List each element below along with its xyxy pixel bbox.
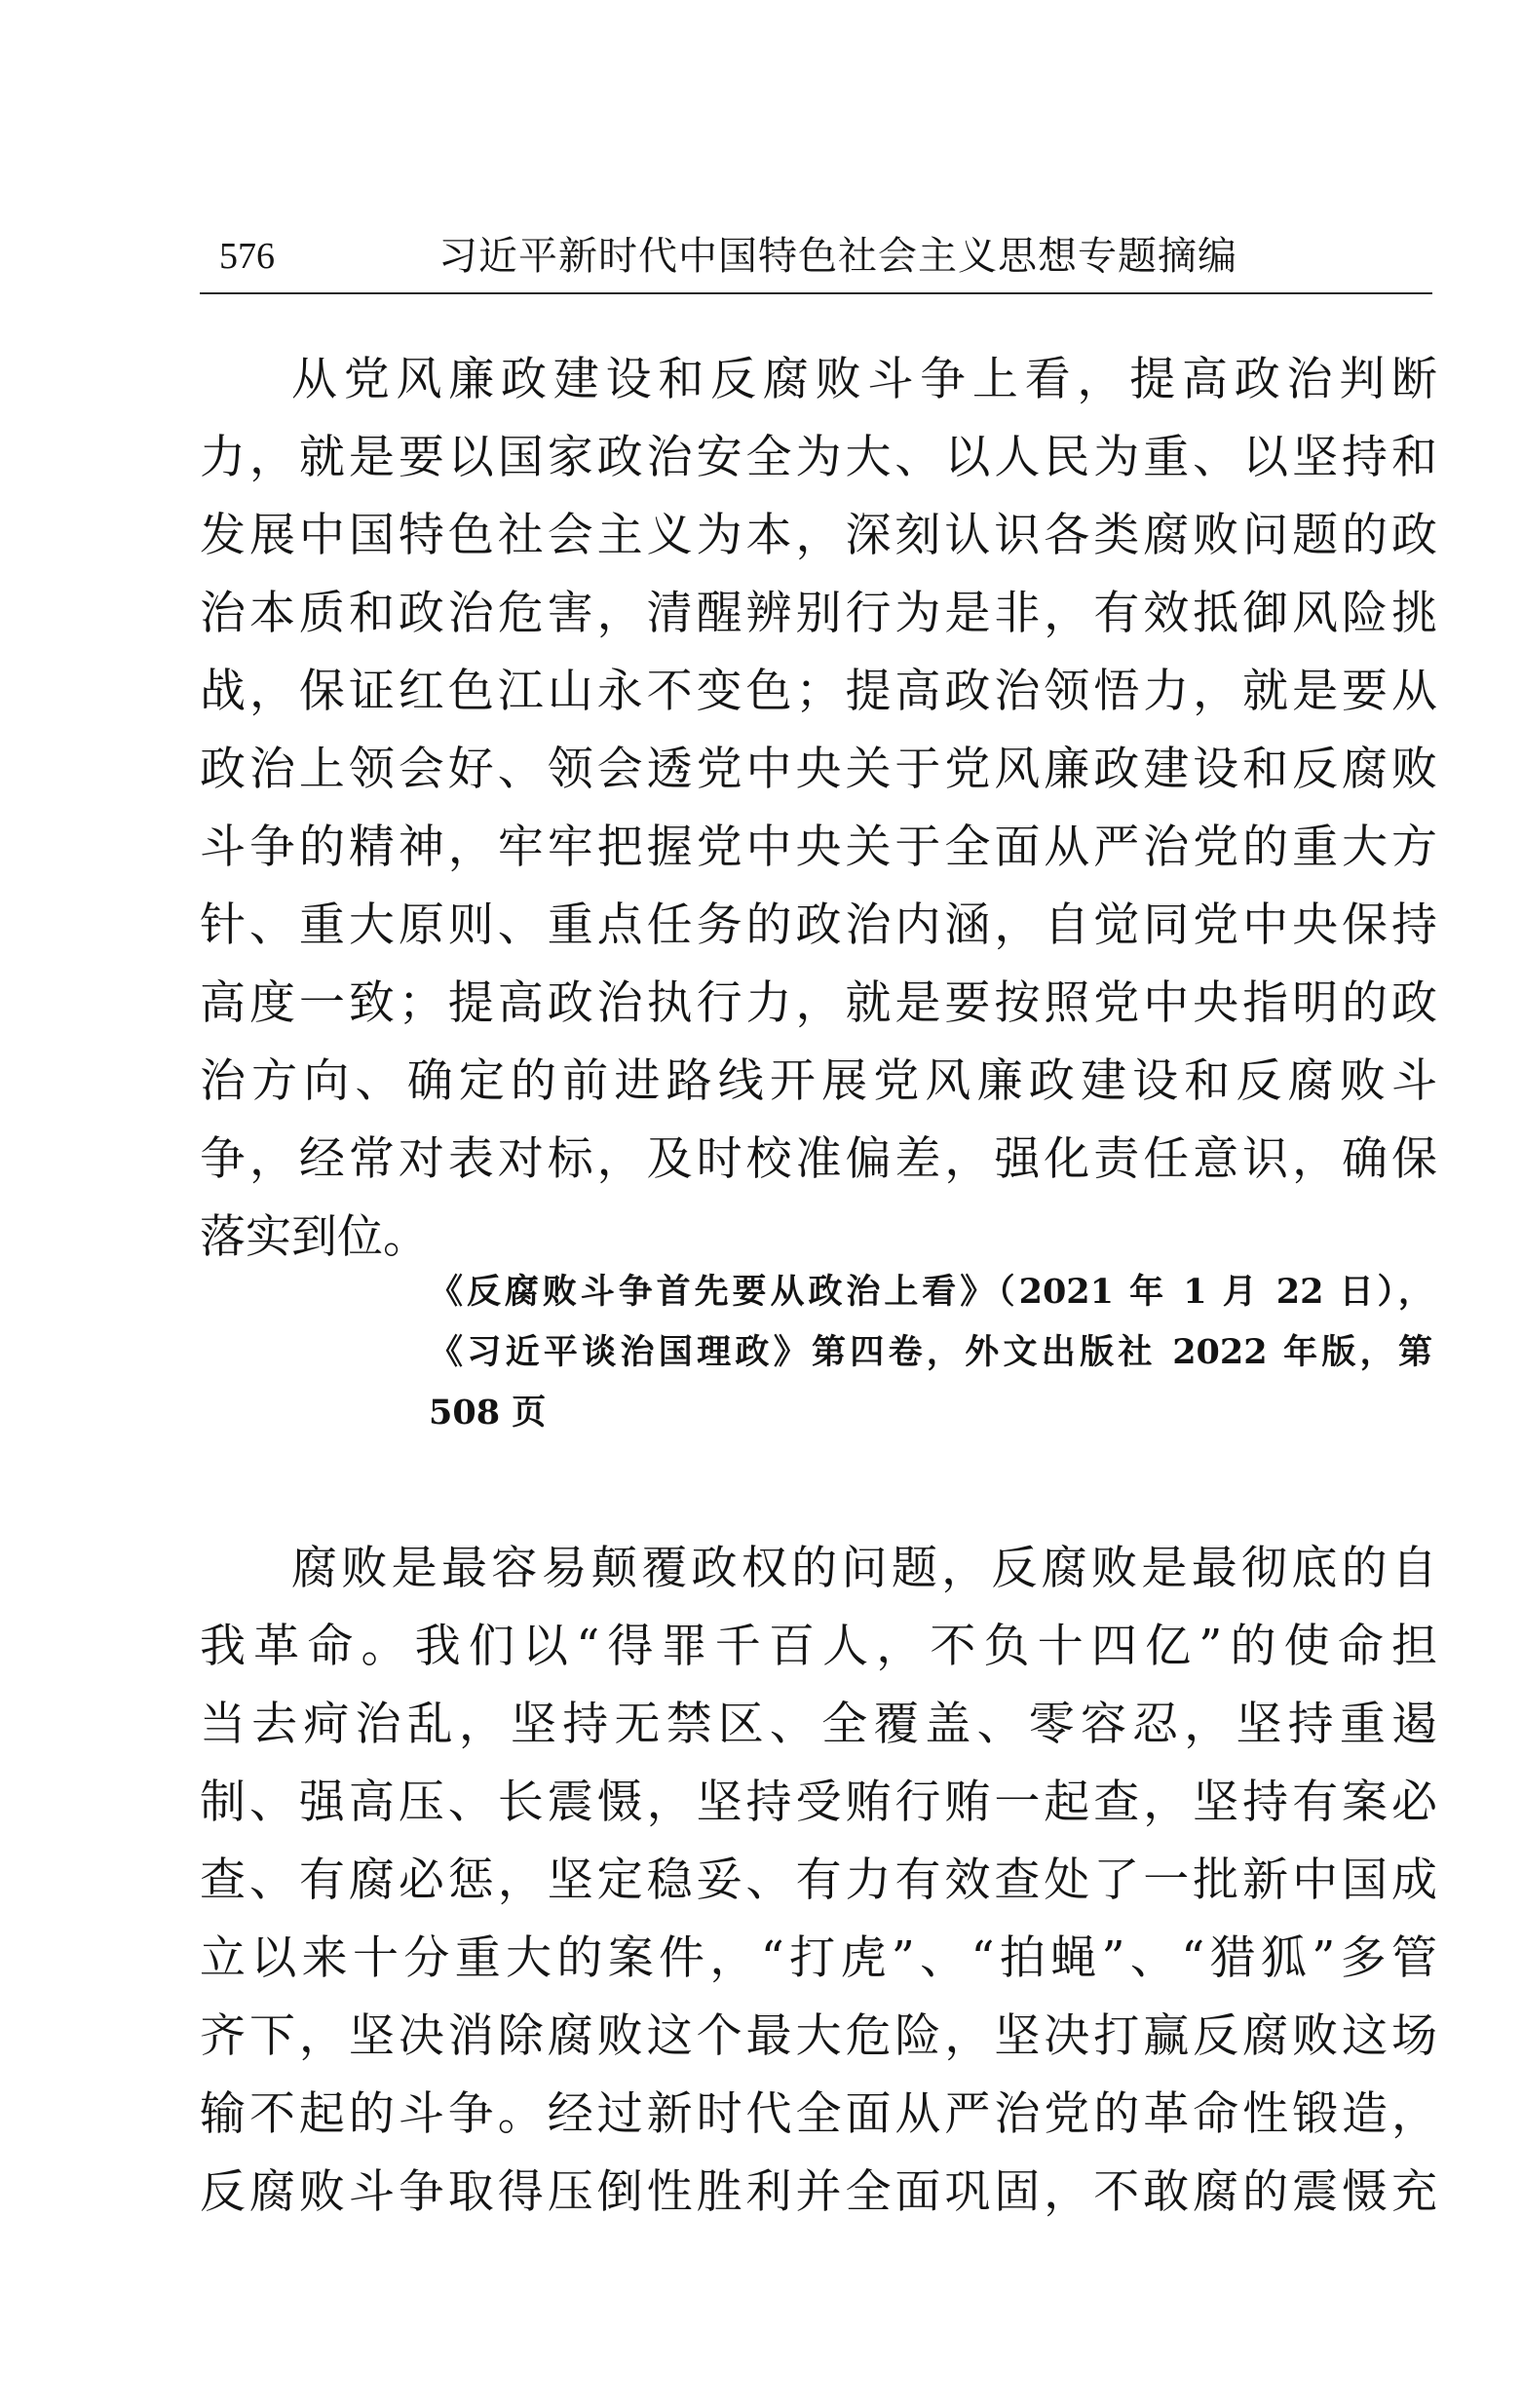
- citation-line: 508 页: [429, 1393, 547, 1433]
- paragraph-line: 政治上领会好、领会透党中央关于党风廉政建设和反腐败: [200, 743, 1437, 796]
- paragraph-line: 力，就是要以国家政治安全为大、以人民为重、以坚持和: [200, 431, 1437, 484]
- paragraph-line: 腐败是最容易颠覆政权的问题，反腐败是最彻底的自: [291, 1542, 1437, 1595]
- paragraph-line: 齐下，坚决消除腐败这个最大危险，坚决打赢反腐败这场: [200, 2009, 1437, 2063]
- paragraph-line: 治本质和政治危害，清醒辨别行为是非，有效抵御风险挑: [200, 587, 1437, 640]
- paragraph-line: 发展中国特色社会主义为本，深刻认识各类腐败问题的政: [200, 509, 1437, 562]
- paragraph-line: 我革命。我们以“得罪千百人，不负十四亿”的使命担: [200, 1620, 1437, 1673]
- paragraph-line: 输不起的斗争。经过新时代全面从严治党的革命性锻造，: [200, 2087, 1437, 2141]
- body-paragraph: [200, 1530, 1437, 2232]
- paragraph-line: 针、重大原则、重点任务的政治内涵，自觉同党中央保持: [200, 898, 1437, 952]
- body-paragraph: [200, 341, 1437, 1277]
- paragraph-line: 从党风廉政建设和反腐败斗争上看，提高政治判断: [291, 353, 1437, 406]
- page-number: 576: [219, 236, 275, 277]
- citation-line: 《习近平谈治国理政》第四卷，外文出版社 2022 年版，第: [429, 1332, 1432, 1372]
- source-citation: [429, 1262, 1432, 1443]
- paragraph-line: 高度一致；提高政治执行力，就是要按照党中央指明的政: [200, 976, 1437, 1030]
- paragraph-line: 战，保证红色江山永不变色；提高政治领悟力，就是要从: [200, 665, 1437, 718]
- paragraph-line: 反腐败斗争取得压倒性胜利并全面巩固，不敢腐的震慑充: [200, 2165, 1437, 2219]
- paragraph-line: 斗争的精神，牢牢把握党中央关于全面从严治党的重大方: [200, 821, 1437, 874]
- paragraph-line: 查、有腐必惩，坚定稳妥、有力有效查处了一批新中国成: [200, 1854, 1437, 1907]
- paragraph-line: 治方向、确定的前进路线开展党风廉政建设和反腐败斗: [200, 1054, 1437, 1108]
- paragraph-line: 当去疴治乱，坚持无禁区、全覆盖、零容忍，坚持重遏: [200, 1698, 1437, 1751]
- paragraph-line: 落实到位。: [200, 1210, 429, 1264]
- page-header: [200, 224, 1432, 294]
- paragraph-line: 制、强高压、长震慑，坚持受贿行贿一起查，坚持有案必: [200, 1776, 1437, 1829]
- paragraph-line: 立以来十分重大的案件，“打虎”、“拍蝇”、“猎狐”多管: [200, 1931, 1437, 1985]
- running-title: 习近平新时代中国特色社会主义思想专题摘编: [438, 234, 1237, 279]
- citation-line: 《反腐败斗争首先要从政治上看》（2021 年 1 月 22 日），: [429, 1272, 1432, 1312]
- paragraph-line: 争，经常对表对标，及时校准偏差，强化责任意识，确保: [200, 1132, 1437, 1186]
